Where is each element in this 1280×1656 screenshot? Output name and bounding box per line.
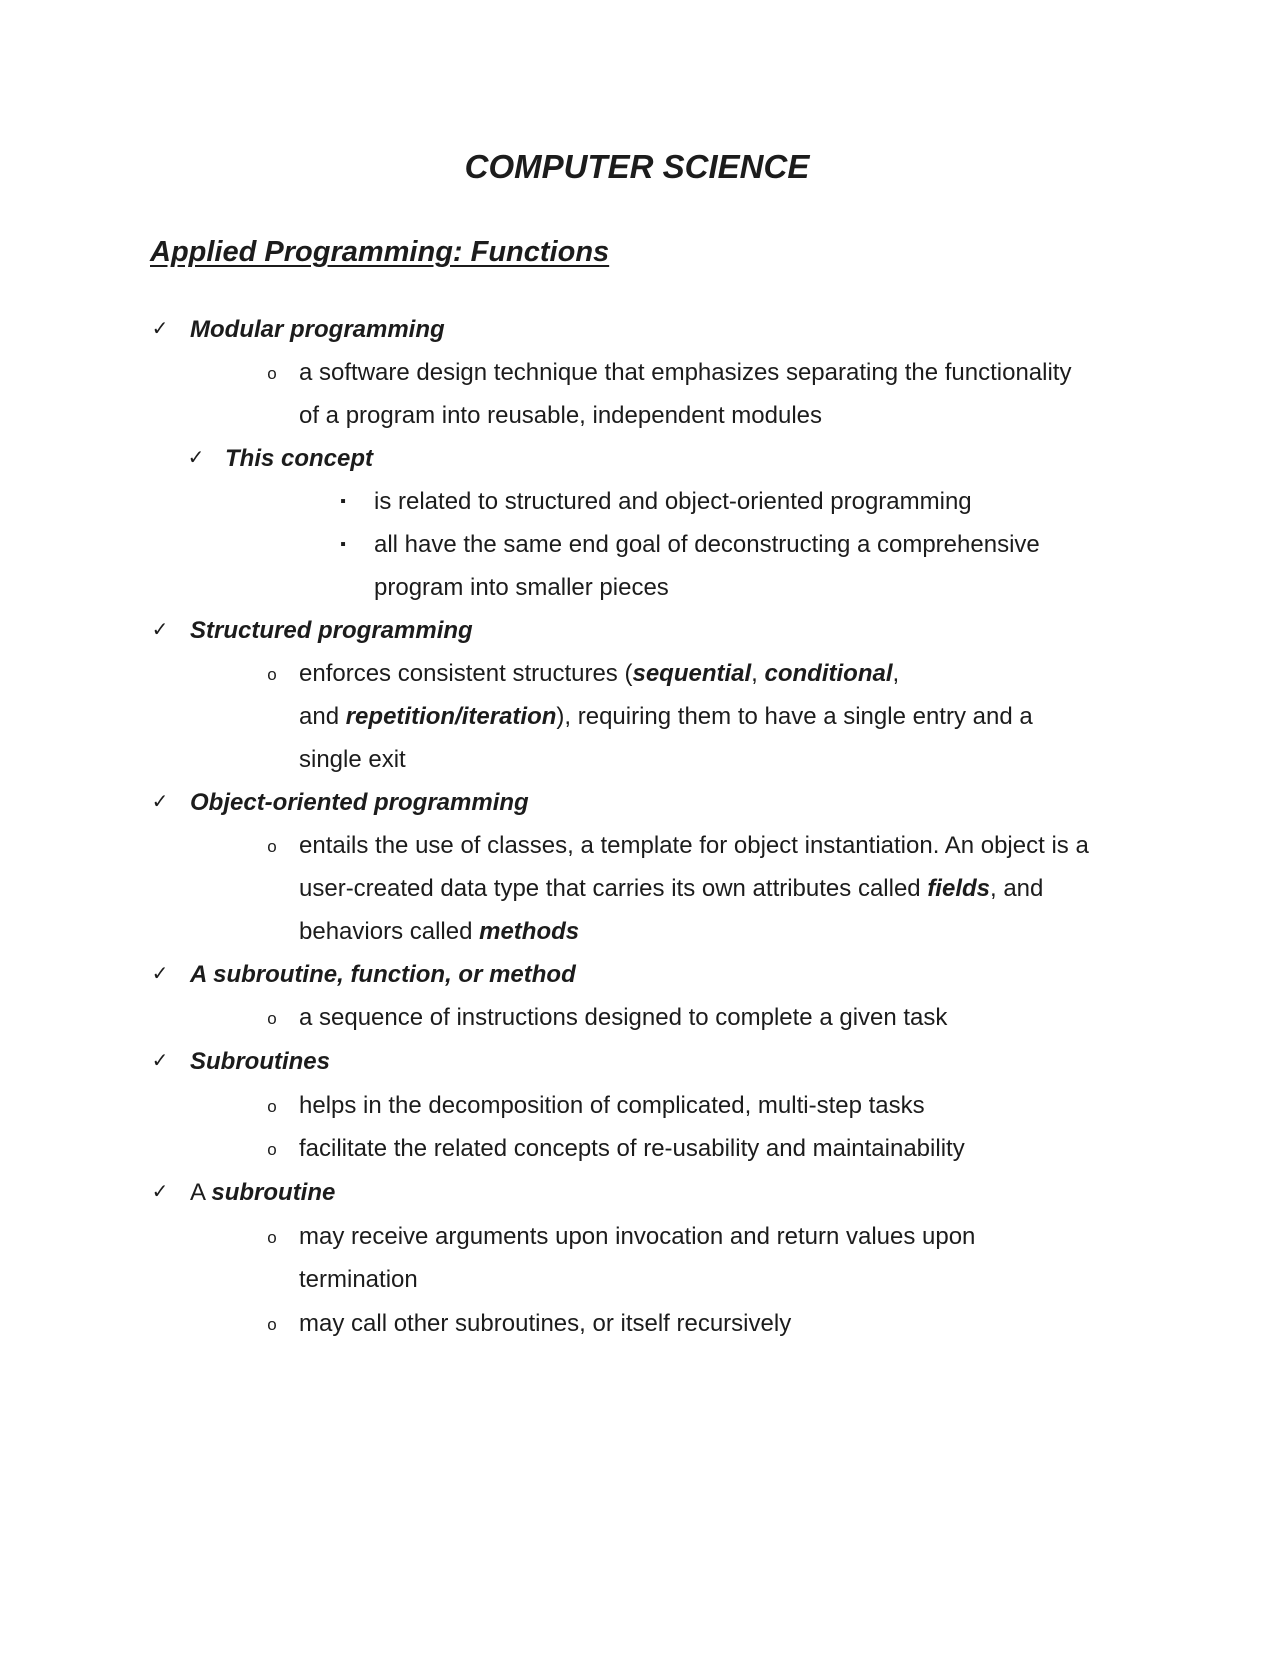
checkmark-icon: ✓ [151, 1181, 169, 1203]
circle-bullet-icon: o [267, 1315, 277, 1334]
text-run: , and [990, 875, 1044, 902]
sub-bullet-text: a software design technique that emphasizes separating the functionality [299, 359, 1072, 386]
sub-bullet-text: may call other subroutines, or itself recursively [299, 1310, 792, 1337]
checkmark-icon: ✓ [151, 791, 169, 813]
circle-bullet-icon: o [267, 837, 277, 856]
section-heading: Applied Programming: Functions [150, 236, 610, 268]
sub-bullet-text: helps in the decomposition of complicated, multi-step tasks [299, 1092, 925, 1119]
square-bullet-text: all have the same end goal of deconstructing a comprehensive [374, 531, 1040, 558]
square-bullet-text: is related to structured and object-oriented programming [374, 488, 972, 515]
term-sequential: sequential [632, 660, 752, 687]
sub-bullet-continuation [299, 738, 406, 781]
square-bullet-icon: ▪ [340, 536, 346, 553]
text-run: termination [299, 1266, 418, 1293]
sub-bullet-continuation [299, 695, 1033, 738]
checkmark-icon: ✓ [151, 1050, 169, 1072]
sub-bullet-continuation [299, 867, 1043, 910]
term-methods: methods [479, 918, 580, 945]
text-run: user-created data type that carries its own attributes called [299, 875, 928, 902]
document-title-text: COMPUTER SCIENCE [464, 148, 810, 185]
circle-bullet-icon: o [267, 665, 277, 684]
text-run: , [892, 660, 900, 687]
term-conditional: conditional [764, 660, 893, 687]
checkmark-icon: ✓ [151, 318, 169, 340]
term-repetition-iteration: repetition/iteration [345, 703, 557, 730]
circle-bullet-icon: o [267, 1097, 277, 1116]
circle-bullet-icon: o [267, 1009, 277, 1028]
text-run: single exit [299, 746, 406, 773]
sub-bullet-text: a sequence of instructions designed to complete a given task [299, 1004, 948, 1031]
bullet-label: Structured programming [190, 617, 473, 644]
bullet-label: Object-oriented programming [190, 789, 529, 816]
text-run: A [190, 1179, 212, 1206]
sub-bullet-continuation [299, 1258, 418, 1301]
square-bullet-continuation [374, 566, 669, 609]
bullet-label: A subroutine, function, or method [190, 961, 576, 988]
sub-bullet-text [299, 652, 899, 695]
square-bullet-icon: ▪ [340, 493, 346, 510]
text-run: enforces consistent structures ( [299, 660, 633, 687]
checkmark-icon: ✓ [151, 963, 169, 985]
term-subroutine: subroutine [211, 1179, 336, 1206]
checkmark-icon: ✓ [187, 447, 205, 469]
circle-bullet-icon: o [267, 364, 277, 383]
circle-bullet-icon: o [267, 1228, 277, 1247]
bullet-label [190, 1171, 335, 1214]
bullet-label: Modular programming [190, 316, 445, 343]
text-run: ), requiring them to have a single entry and a [556, 703, 1033, 730]
sub-bullet-text: may receive arguments upon invocation and return values upon [299, 1223, 976, 1250]
sub-bullet-continuation [299, 910, 579, 953]
text-run: behaviors called [299, 918, 480, 945]
sub-bullet-text: entails the use of classes, a template for object instantiation. An object is a [299, 832, 1089, 859]
sub-bullet-text: of a program into reusable, independent modules [299, 402, 823, 429]
text-run: and [299, 703, 346, 730]
bullet-label: This concept [225, 445, 374, 472]
term-fields: fields [927, 875, 990, 902]
checkmark-icon: ✓ [151, 619, 169, 641]
sub-bullet-continuation [299, 394, 822, 437]
text-run: , [751, 660, 765, 687]
sub-bullet-text: facilitate the related concepts of re-usability and maintainability [299, 1135, 965, 1162]
bullet-label: Subroutines [190, 1048, 331, 1075]
circle-bullet-icon: o [267, 1140, 277, 1159]
document-title [0, 148, 1280, 186]
square-bullet-text: program into smaller pieces [374, 574, 669, 601]
